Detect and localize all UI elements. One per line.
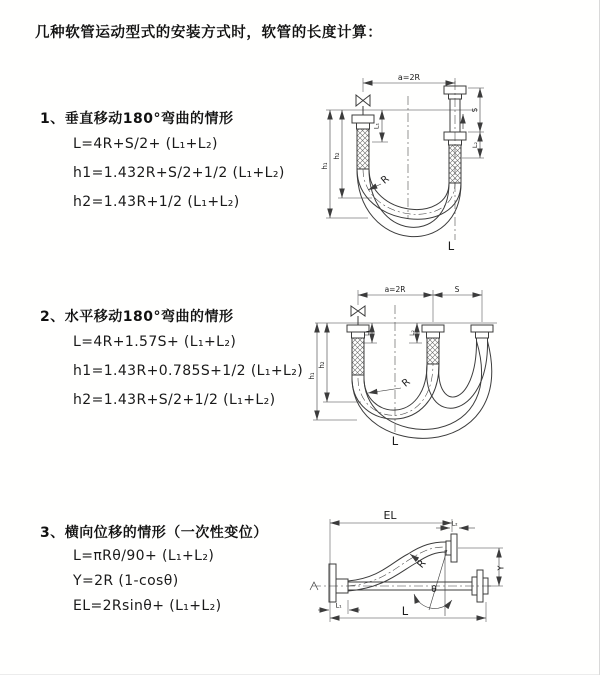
dim-label-theta: θ [431, 585, 437, 595]
dim-label-radius: R [379, 173, 392, 187]
dim-label-l1: L₁ [364, 330, 371, 336]
hose-s-curve [348, 542, 446, 591]
diagram-lateral-displacement [300, 498, 600, 658]
section-horizontal-movement [40, 306, 303, 415]
dim-width-s [358, 290, 482, 322]
dim-label-l2: L₂ [409, 330, 416, 336]
valve-icon [351, 306, 365, 325]
dim-label-length: L [401, 604, 409, 618]
section-heading: 2、水平移动180°弯曲的情形 [40, 309, 234, 325]
section-lateral-displacement [40, 522, 268, 619]
dim-label-h2: h₂ [333, 152, 341, 160]
middle-pipe-fitting [422, 325, 444, 364]
section-vertical-movement [40, 108, 285, 217]
dim-label-h1: h₁ [321, 162, 329, 170]
dim-label-l2: L₂ [471, 141, 479, 149]
dim-label-s: S [454, 285, 460, 294]
hose-u-bend [357, 169, 461, 237]
left-pipe-fitting [352, 115, 374, 169]
dim-label-h2: h₂ [318, 361, 326, 369]
dim-label-width: a=2R [397, 73, 421, 82]
dim-label-s: S [471, 107, 479, 113]
dim-label-h1: h₁ [308, 372, 316, 380]
dim-label-l1: L₁ [372, 122, 381, 130]
dim-label-el: EL [383, 509, 397, 522]
section-heading: 3、横向位移的情形（一次性变位） [40, 525, 268, 541]
formula-h2: h2=1.43R+1/2 (L₁+L₂) [73, 194, 240, 210]
dim-label-y: Y [496, 565, 506, 571]
formula-el: EL=2Rsinθ+ (L₁+L₂) [73, 598, 222, 614]
dim-label-radius: R [400, 376, 413, 390]
formula-h1: h1=1.432R+S/2+1/2 (L₁+L₂) [73, 165, 285, 181]
formula-y: Y=2R (1-cosθ) [73, 573, 179, 589]
left-flange [329, 564, 348, 602]
right-pipe-fitting [471, 325, 493, 341]
diagram-vertical-180-bend [310, 68, 580, 268]
formula-h2: h2=1.43R+S/2+1/2 (L₁+L₂) [73, 392, 276, 408]
upper-flange [446, 534, 457, 562]
radius-leader [368, 388, 401, 393]
valve-icon [356, 95, 370, 115]
diagram-horizontal-180-bend [305, 280, 600, 458]
dim-label-radius: R [415, 558, 429, 571]
dim-el [330, 519, 452, 622]
dim-label-length: L [447, 239, 455, 253]
page-title: 几种软管运动型式的安装方式时，软管的长度计算： [35, 25, 383, 41]
formula-length: L=4R+S/2+ (L₁+L₂) [73, 136, 218, 152]
radius-construction-line [429, 550, 447, 610]
dim-label-length: L [391, 434, 399, 448]
dim-label-l2: L₂ [451, 519, 458, 528]
dim-label-l1: L₁ [335, 601, 342, 610]
hose-u-bend [352, 341, 492, 438]
formula-h1: h1=1.43R+0.785S+1/2 (L₁+L₂) [73, 363, 304, 379]
dim-label-width: a=2R [384, 285, 406, 294]
formula-length: L=4R+1.57S+ (L₁+L₂) [73, 334, 237, 350]
section-heading: 1、垂直移动180°弯曲的情形 [40, 111, 234, 127]
formula-length: L=πRθ/90+ (L₁+L₂) [73, 548, 215, 564]
